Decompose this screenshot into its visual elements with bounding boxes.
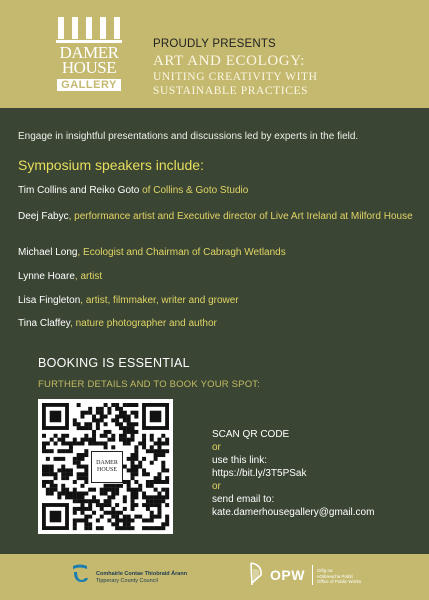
speaker-name: Tina Claffey (18, 318, 71, 329)
speaker-item (18, 184, 413, 197)
speaker-name: Lisa Fingleton (18, 295, 81, 306)
speaker-item (18, 210, 413, 223)
speakers-heading: Symposium speakers include: (18, 157, 204, 173)
speaker-role: , artist (74, 271, 103, 282)
speaker-role: , artist, filmmaker, writer and grower (80, 295, 239, 306)
council-emblem-icon (70, 563, 90, 585)
speaker-item (18, 246, 413, 259)
subtitle-line-1: UNITING CREATIVITY WITH (153, 71, 318, 83)
speaker-item (18, 317, 413, 330)
qr-center-logo: DAMER HOUSE (91, 451, 123, 483)
opw-wordmark: OPW (270, 567, 305, 583)
speaker-name: Michael Long (18, 247, 78, 258)
harp-icon (248, 561, 264, 587)
subtitle-line-2: SUSTAINABLE PRACTICES (153, 85, 309, 97)
logo-columns-icon (58, 17, 120, 39)
speaker-role: , nature photographer and author (70, 318, 217, 329)
send-email-label: send email to: (212, 494, 275, 505)
opw-english: Office of Public Works (317, 579, 362, 584)
proudly-presents: PROUDLY PRESENTS (153, 38, 276, 50)
speaker-name: Lynne Hoare (18, 271, 75, 282)
details-heading: FURTHER DETAILS AND TO BOOK YOUR SPOT: (38, 379, 261, 390)
email-link[interactable]: kate.damerhousegallery@gmail.com (212, 507, 375, 518)
use-link-label: use this link: (212, 455, 268, 466)
booking-link[interactable]: https://bit.ly/3T5PSak (212, 468, 307, 479)
council-name-irish: Comhairle Contae Thiobraid Árann (96, 571, 188, 577)
opw-irish-1: Oifig na (317, 568, 333, 573)
contact-info (212, 428, 412, 519)
logo-word-house: HOUSE (61, 58, 117, 77)
qr-code[interactable] (38, 399, 173, 534)
or-label: or (212, 442, 221, 453)
scan-qr-label: SCAN QR CODE (212, 429, 290, 440)
speaker-item (18, 270, 413, 283)
event-title (153, 53, 413, 98)
speaker-role: , Ecologist and Chairman of Cabragh Wetlands (77, 247, 286, 258)
opw-irish-2: nOibreacha Poiblí (317, 573, 353, 579)
logo-word-damer: DAMER (59, 43, 119, 62)
council-name-english: Tipperary County Council (96, 577, 158, 584)
booking-heading: BOOKING IS ESSENTIAL (38, 356, 190, 370)
speaker-item (18, 294, 413, 307)
logo-word-gallery: GALLERY (57, 79, 121, 91)
speaker-role: of Collins & Goto Studio (139, 185, 249, 196)
speaker-name: Deej Fabyc (18, 211, 69, 222)
title-line: ART AND ECOLOGY: (153, 53, 306, 69)
speaker-role: , performance artist and Executive director of Live Art Ireland at Milford House (68, 211, 413, 222)
or-label: or (212, 481, 221, 492)
speaker-name: Tim Collins and Reiko Goto (18, 185, 140, 196)
damer-house-gallery-logo (56, 17, 122, 99)
intro-text: Engage in insightful presentations and discussions led by experts in the field. (18, 131, 359, 142)
